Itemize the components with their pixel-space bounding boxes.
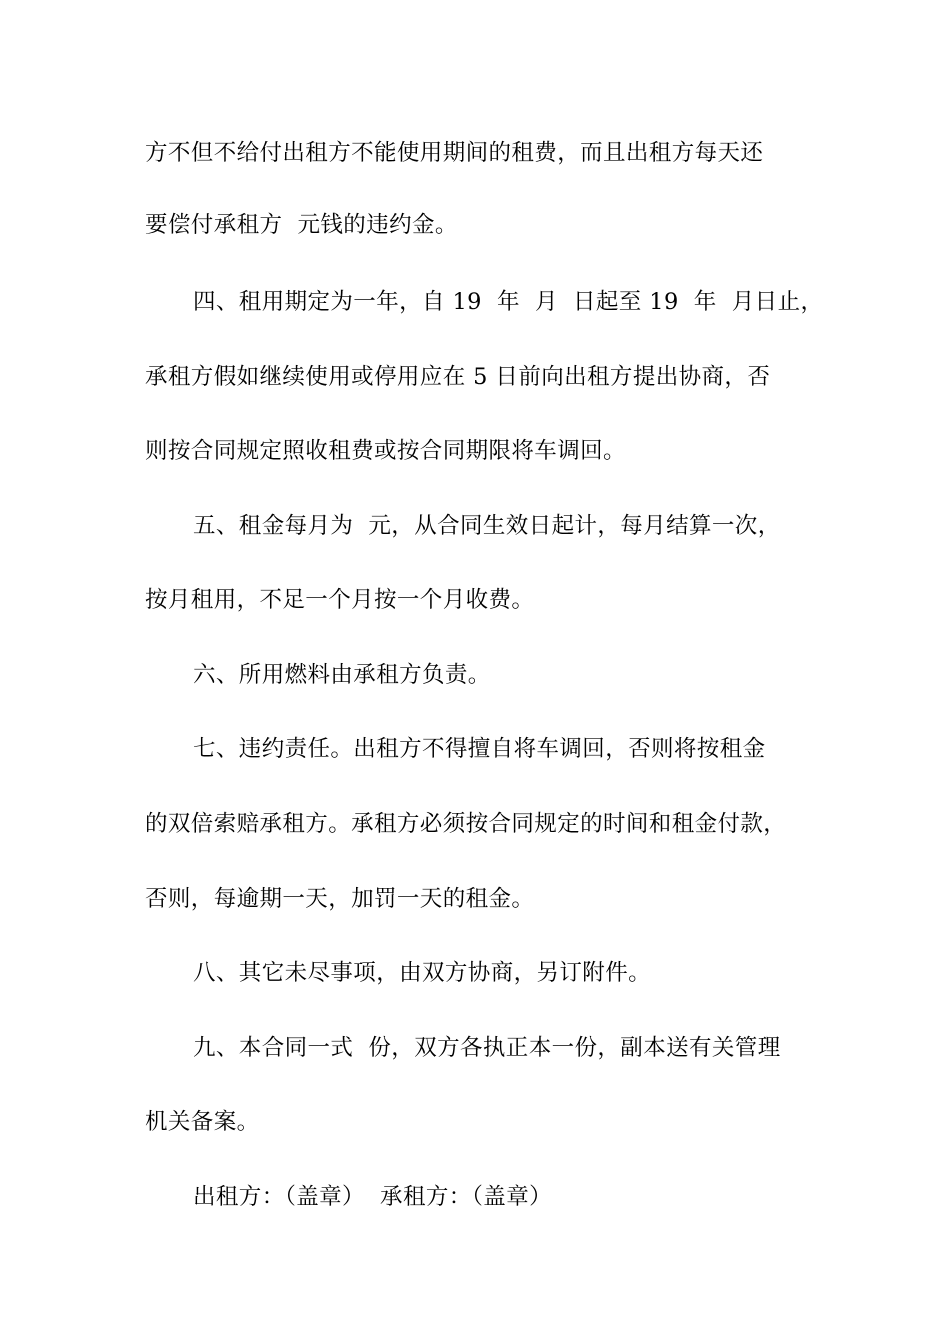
text-line: 机关备案。 xyxy=(145,1109,260,1135)
text-line: 否则，每逾期一天，加罚一天的租金。 xyxy=(145,886,535,912)
signature-line: 出租方：（盖章） 承租方：（盖章） xyxy=(193,1184,553,1210)
text-line: 要偿付承租方 元钱的违约金。 xyxy=(145,212,458,238)
text-line: 的双倍索赔承租方。承租方必须按合同规定的时间和租金付款， xyxy=(145,811,787,837)
clause-seven-line: 七、违约责任。出租方不得擅自将车调回，否则将按租金 xyxy=(193,736,766,762)
clause-eight-line: 八、其它未尽事项，由双方协商，另订附件。 xyxy=(193,960,652,986)
text-line: 则按合同规定照收租费或按合同期限将车调回。 xyxy=(145,438,626,464)
clause-five-line: 五、租金每月为 元，从合同生效日起计，每月结算一次， xyxy=(193,513,781,539)
text-line: 承租方假如继续使用或停用应在 5 日前向出租方提出协商，否 xyxy=(145,364,771,390)
text-line: 按月租用，不足一个月按一个月收费。 xyxy=(145,587,535,613)
clause-four-line: 四、租用期定为一年，自 19 年 月 日起至 19 年 月日止， xyxy=(193,289,824,315)
text-line: 方不但不给付出租方不能使用期间的租费，而且出租方每天还 xyxy=(145,140,764,166)
clause-nine-line: 九、本合同一式 份，双方各执正本一份，副本送有关管理 xyxy=(193,1035,781,1061)
clause-six-line: 六、所用燃料由承租方负责。 xyxy=(193,662,491,688)
